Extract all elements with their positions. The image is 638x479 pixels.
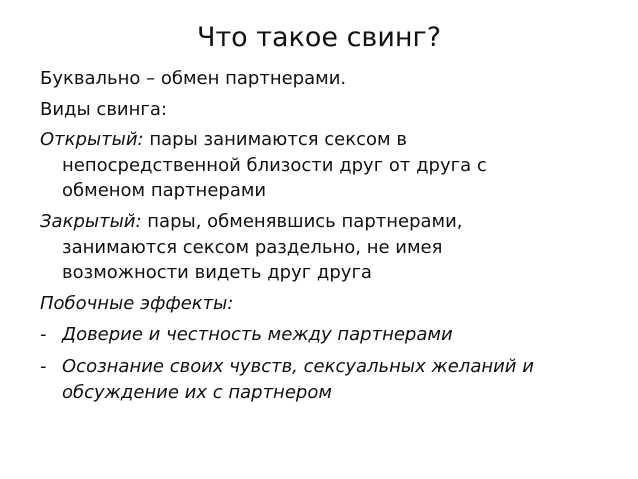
closed-swing-text-1: пары, обменявшись партнерами, [141, 210, 463, 232]
open-swing-text-3: обменом партнерами [62, 180, 267, 202]
side-effects-heading: Побочные эффекты: [40, 292, 234, 314]
closed-swing-label: Закрытый: [40, 210, 142, 232]
effect-item-awareness [40, 354, 610, 405]
open-swing-item [40, 127, 610, 204]
bullet-dash: - [40, 324, 47, 346]
closed-swing-text-3: возможности видеть друг друга [62, 262, 372, 284]
open-swing-label: Открытый: [40, 129, 144, 151]
effect-item-trust [40, 322, 610, 348]
types-heading: Виды свинга: [40, 98, 167, 120]
bullet-dash: - [40, 355, 47, 377]
open-swing-text-1: пары занимаются сексом в [143, 129, 407, 151]
slide-body [40, 66, 610, 405]
effect-text: Осознание своих чувств, сексуальных желаний и [62, 355, 534, 377]
effect-text: Доверие и честность между партнерами [62, 324, 453, 346]
slide-title: Что такое свинг? [196, 22, 442, 53]
literal-meaning: Буквально – обмен партнерами. [40, 68, 347, 89]
open-swing-text-2: непосредственной близости друг от друга с [62, 154, 487, 176]
closed-swing-item [40, 209, 610, 286]
closed-swing-text-2: занимаются сексом раздельно, не имея [62, 236, 443, 258]
effect-text-continued: обсуждение их с партнером [62, 381, 332, 403]
